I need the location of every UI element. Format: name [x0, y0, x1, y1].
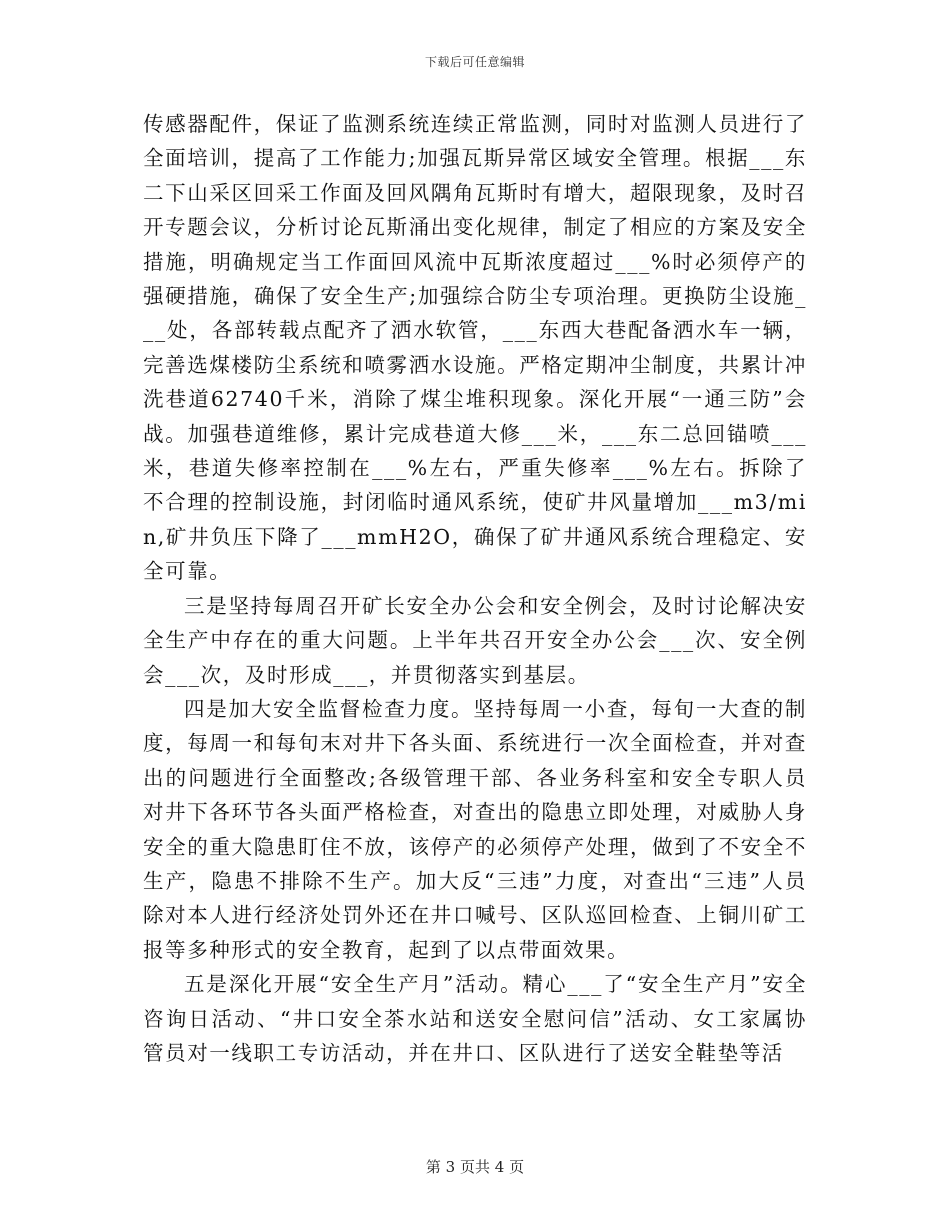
paragraph-five: 五是深化开展“安全生产月”活动。精心___了“安全生产月”安全咨询日活动、“井口安全茶水站和送安全慰问信”活动、女工家属协管员对一线职工专访活动，并在井口、区队进行了送安全鞋垫等活: [143, 972, 807, 1065]
paragraph-continuation: 传感器配件，保证了监测系统连续正常监测，同时对监测人员进行了全面培训，提高了工作能力;加强瓦斯异常区域安全管理。根据___东二下山采区回采工作面及回风隅角瓦斯时有增大，超限现象，及时召开专题会议，分析讨论瓦斯涌出变化规律，制定了相应的方案及安全措施，明确规定当工作面回风流中瓦斯浓度超过___%时必须停产的强硬措施，确保了安全生产;加强综合防尘专项治理。更换防尘设施___处，各部转载点配齐了洒水软管，___东西大巷配备洒水车一辆，完善选煤楼防尘系统和喷雾洒水设施。严格定期冲尘制度，共累计冲洗巷道62740千米，消除了煤尘堆积现象。深化开展“一通三防”会战。加强巷道维修，累计完成巷道大修___米，___东二总回锚喷___米，巷道失修率控制在___%左右，严重失修率___%左右。拆除了不合理的控制设施，封闭临时通风系统，使矿井风量增加___m3/min,矿井负压下降了___mmH2O，确保了矿井通风系统合理稳定、安全可靠。: [143, 112, 807, 584]
paragraph-three: 三是坚持每周召开矿长安全办公会和安全例会，及时讨论解决安全生产中存在的重大问题。上半年共召开安全办公会___次、安全例会___次，及时形成___，并贯彻落实到基层。: [143, 593, 807, 687]
page-number: 第 3 页共 4 页: [425, 1158, 525, 1176]
page-header: 下载后可任意编辑: [424, 55, 525, 69]
document-body: [143, 107, 807, 1070]
paragraph-four: 四是加大安全监督检查力度。坚持每周一小查，每旬一大查的制度，每周一和每旬末对井下各头面、系统进行一次全面检查，并对查出的问题进行全面整改;各级管理干部、各业务科室和安全专职人员对井下各环节各头面严格检查，对查出的隐患立即处理，对威胁人身安全的重大隐患盯住不放，该停产的必须停产处理，做到了不安全不生产，隐患不排除不生产。加大反“三违”力度，对查出“三违”人员除对本人进行经济处罚外还在井口喊号、区队巡回检查、上铜川矿工报等多种形式的安全教育，起到了以点带面效果。: [143, 696, 807, 962]
